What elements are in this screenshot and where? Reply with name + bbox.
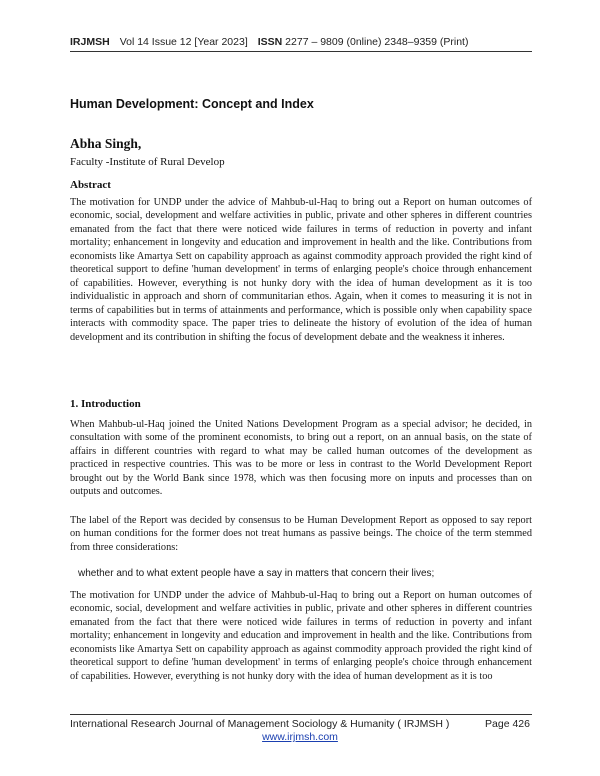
introduction-heading: 1. Introduction	[70, 398, 141, 410]
intro-paragraph-1: When Mahbub-ul-Haq joined the United Nations Development Program as a special advisor; he decided, in consultation with some of the prominent economists, to bring out a report, on an annual basis, on the state of affairs in different countries with regard to what may be called human outcomes of the development as practiced in respective countries. This was to be more or less in contrast to the World Development Report brought out by the World Bank since 1978, which was then focusing more on inputs and processes than on outputs and outcomes.	[70, 419, 532, 498]
footer-journal-name: International Research Journal of Management Sociology & Humanity ( IRJMSH )	[70, 718, 450, 730]
journal-abbrev: IRJMSH	[70, 36, 110, 48]
list-item-text: whether and to what extent people have a say in matters that concern their lives;	[78, 568, 435, 579]
abstract-paragraph: The motivation for UNDP under the advice of Mahbub-ul-Haq to bring out a Report on human outcomes of economic, social, development and welfare activities in public, private and other spheres in different countries emanated from the fact that there were noticed wide failures in terms of reduction in poverty and infant mortality; enhancement in longevity and education and improvement in health and the like. Contributions from economists like Amartya Sett on capability approach as against commodity approach provided the right kind of theoretical support to define 'human development' in terms of enlarging people's choice through enhancement of capabilities. However, everything is not hunky dory with the idea of human development as it is too individualistic in approach and shorn of communitarian ethos. Again, when it comes to measuring it is not in terms of capabilities but in terms of attainments and performance, which is possible only when capability space interacts with commodity space. The paper tries to delineate the history of evolution of the idea of human development and its contribution in shifting the focus of development debate and the weakness it inheres.	[70, 197, 532, 343]
page-number: Page 426	[485, 718, 530, 730]
paper-title: Human Development: Concept and Index	[70, 97, 314, 111]
header-divider	[70, 51, 532, 52]
issn-label: ISSN	[257, 36, 283, 48]
footer-divider	[70, 714, 532, 715]
intro-paragraph-2: The label of the Report was decided by consensus to be Human Development Report as opposed to say report on human conditions for the former does not treat humans as passive beings. The choice of the term stemmed from three considerations:	[70, 515, 532, 553]
author-name: Abha Singh,	[70, 136, 142, 151]
list-item	[70, 568, 532, 579]
running-footer	[70, 718, 532, 730]
intro-paragraph-3: The motivation for UNDP under the advice of Mahbub-ul-Haq to bring out a Report on human outcomes of economic, social, development and welfare activities in public, private and other spheres in different countries emanated from the fact that there were noticed wide failures in terms of reduction in poverty and infant mortality; enhancement in longevity and education and improvement in health and the like. Contributions from economists like Amartya Sett on capability approach as against commodity approach provided the right kind of theoretical support to define 'human development' in terms of enlarging people's choice through enhancement of capabilities. However, everything is not hunky dory with the idea of human development as it is too	[70, 590, 532, 682]
author-affiliation: Faculty -Institute of Rural Develop	[70, 156, 225, 168]
running-header	[70, 36, 532, 48]
journal-website-link[interactable]: www.irjmsh.com	[262, 731, 338, 743]
volume-info: Vol 14 Issue 12 [Year 2023]	[119, 36, 248, 48]
abstract-heading: Abstract	[70, 179, 111, 191]
issn-values: 2277 – 9809 (0nline) 2348–9359 (Print)	[285, 36, 469, 48]
